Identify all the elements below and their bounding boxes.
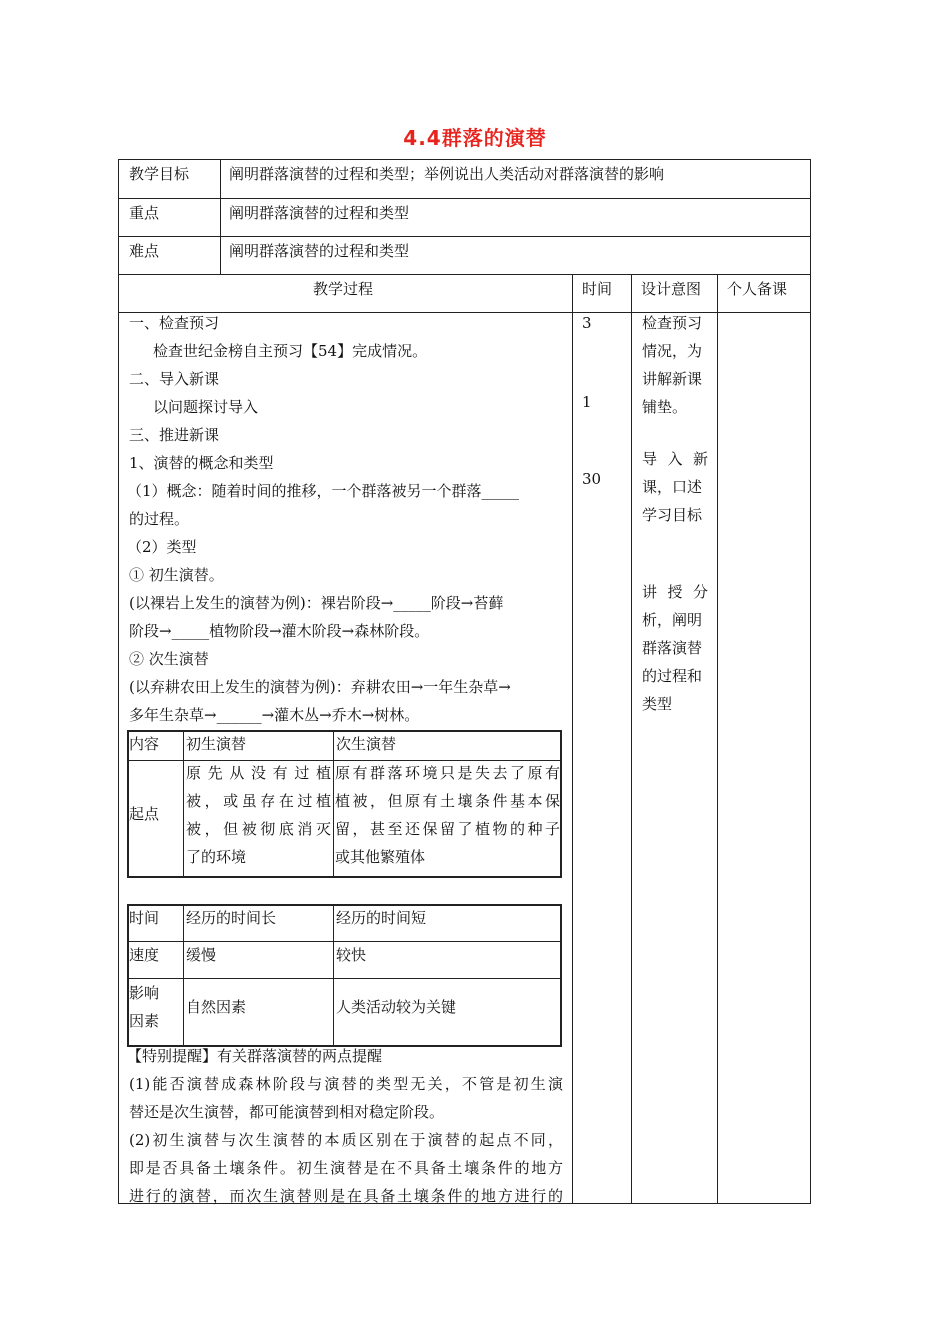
secondary-start-line: 原有群落环境只是失去了原有 [335,764,560,782]
reminder-line: 进行的演替，而次生演替则是在具备土壤条件的地方进行的 [129,1187,563,1205]
reminder-line: 即是否具备土壤条件。初生演替是在不具备土壤条件的地方 [129,1159,563,1177]
process-line: 检查世纪金榜自主预习【54】完成情况。 [153,342,428,360]
process-line: 多年生杂草→______→灌木丛→乔木→树林。 [129,706,420,724]
column-header-time: 时间 [582,280,613,298]
goal-label: 教学目标 [129,165,190,183]
time-value: 30 [582,470,602,488]
special-reminder-heading: 【特别提醒】有关群落演替的两点提醒 [127,1047,383,1065]
design-line: 的过程和 [642,667,703,685]
reminder-line: (2)初生演替与次生演替的本质区别在于演替的起点不同， [129,1131,563,1149]
compare-label-time: 时间 [129,909,160,927]
design-line: 情况，为 [642,342,703,360]
primary-start-line: 被，但被彻底消灭 [186,820,331,838]
key-point-label: 重点 [129,204,160,222]
column-header-design: 设计意图 [641,280,702,298]
primary-start-line: 了的环境 [186,848,247,866]
section-introduce: 二、导入新课 [129,370,220,388]
design-line: 类型 [642,695,673,713]
secondary-start-line: 植被，但原有土壤条件基本保 [335,792,560,810]
process-line: (以裸岩上发生的演替为例)：裸岩阶段→_____阶段→苔藓 [129,594,504,612]
key-point-value: 阐明群落演替的过程和类型 [229,204,410,222]
design-line: 群落演替 [642,639,703,657]
primary-start-line: 被，或虽存在过植 [186,792,331,810]
reminder-line: (1)能否演替成森林阶段与演替的类型无关，不管是初生演 [129,1075,563,1093]
column-header-process: 教学过程 [313,280,374,298]
process-line: ① 初生演替。 [129,566,224,584]
process-line: (以弃耕农田上发生的演替为例)：弃耕农田→一年生杂草→ [129,678,511,696]
compare-primary-speed: 缓慢 [186,946,217,964]
time-value: 1 [582,393,592,411]
time-value: 3 [582,314,592,332]
compare-primary-time: 经历的时间长 [186,909,277,927]
difficulty-label: 难点 [129,242,160,260]
design-line: 导 入 新 [642,450,708,468]
process-line: 以问题探讨导入 [153,398,259,416]
process-line: （1）概念：随着时间的推移，一个群落被另一个群落_____ [127,482,520,500]
design-line: 讲解新课 [642,370,703,388]
section-check-preview: 一、检查预习 [129,314,220,332]
goal-value: 阐明群落演替的过程和类型；举例说出人类活动对群落演替的影响 [229,165,665,183]
compare-label-factors: 因素 [129,1012,160,1030]
compare-header-secondary: 次生演替 [336,735,397,753]
compare-header-primary: 初生演替 [186,735,247,753]
compare-label-start: 起点 [129,805,160,823]
design-line: 课，口述 [642,478,703,496]
difficulty-value: 阐明群落演替的过程和类型 [229,242,410,260]
compare-secondary-factors: 人类活动较为关键 [336,998,457,1016]
primary-start-line: 原先从没有过植 [186,764,331,782]
subsection-concept-types: 1、演替的概念和类型 [129,454,274,472]
compare-label-speed: 速度 [129,946,160,964]
design-line: 铺垫。 [642,398,688,416]
document-title: 4.4群落的演替 [403,126,547,150]
secondary-start-line: 或其他繁殖体 [335,848,426,866]
compare-primary-factors: 自然因素 [186,998,247,1016]
design-line: 析，阐明 [642,611,703,629]
process-line: ② 次生演替 [129,650,209,668]
compare-secondary-time: 经历的时间短 [336,909,427,927]
column-header-notes: 个人备课 [727,280,788,298]
process-line: 阶段→_____植物阶段→灌木阶段→森林阶段。 [129,622,430,640]
process-line: 的过程。 [129,510,190,528]
design-line: 检查预习 [642,314,703,332]
compare-header-content: 内容 [129,735,160,753]
process-line: （2）类型 [127,538,197,556]
reminder-line: 替还是次生演替，都可能演替到相对稳定阶段。 [129,1103,445,1121]
section-new-lesson: 三、推进新课 [129,426,220,444]
secondary-start-line: 留，甚至还保留了植物的种子 [335,820,560,838]
design-line: 学习目标 [642,506,703,524]
compare-label-factors: 影响 [129,984,160,1002]
compare-secondary-speed: 较快 [336,946,367,964]
design-line: 讲 授 分 [642,583,708,601]
